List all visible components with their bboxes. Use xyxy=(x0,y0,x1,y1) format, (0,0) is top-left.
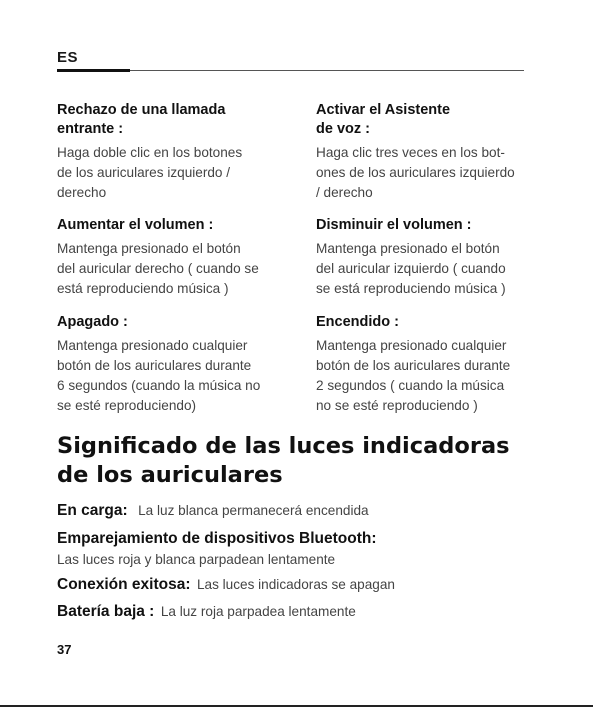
section-title: Encendido : xyxy=(316,314,399,330)
page-number: 37 xyxy=(57,642,72,657)
section-text: Mantenga presionado el botón del auricular izquierdo ( cuando se está reproduciendo música ) xyxy=(316,241,506,296)
section-title: Rechazo de una llamada entrante : xyxy=(57,102,226,137)
indicator-lights-heading: Significado de las luces indicadoras de los auriculares xyxy=(57,433,510,488)
section-text: Haga doble clic en los botones de los auriculares izquierdo / derecho xyxy=(57,145,243,200)
section-title: Aumentar el volumen : xyxy=(57,217,214,233)
indicator-label: Emparejamiento de dispositivos Bluetooth: xyxy=(57,530,377,547)
voice-assistant-section xyxy=(316,101,531,203)
power-on-section xyxy=(316,313,531,416)
section-text: Mantenga presionado cualquier botón de los auriculares durante 6 segundos (cuando la música no se esté reproduciendo) xyxy=(57,338,261,413)
indicator-item-connected xyxy=(57,576,395,594)
section-text: Haga clic tres veces en los bot- ones de los auriculares izquierdo / derecho xyxy=(316,145,515,200)
indicator-text: Las luces roja y blanca parpadean lentamente xyxy=(57,552,336,567)
indicator-label: Batería baja : xyxy=(57,603,155,620)
reject-call-section xyxy=(57,101,272,203)
section-text: Mantenga presionado el botón del auricular derecho ( cuando se está reproduciendo música ) xyxy=(57,241,259,296)
indicator-item-charging xyxy=(57,502,369,520)
header-rule-accent xyxy=(57,69,130,72)
indicator-item-pairing xyxy=(57,530,377,567)
section-text: Mantenga presionado cualquier botón de los auriculares durante 2 segundos ( cuando la música no se esté reproduciendo ) xyxy=(316,338,511,413)
section-title: Disminuir el volumen : xyxy=(316,217,472,233)
indicator-item-low-battery xyxy=(57,603,356,621)
language-label: ES xyxy=(57,49,79,66)
indicator-text: La luz blanca permanecerá encendida xyxy=(138,503,369,518)
volume-up-section xyxy=(57,216,272,299)
volume-down-section xyxy=(316,216,531,299)
indicator-text: La luz roja parpadea lentamente xyxy=(160,604,356,619)
power-off-section xyxy=(57,313,272,416)
section-title: Activar el Asistente de voz : xyxy=(316,102,451,137)
indicator-text: Las luces indicadoras se apagan xyxy=(196,577,395,592)
indicator-label: Conexión exitosa: xyxy=(57,576,191,593)
section-title: Apagado : xyxy=(57,314,128,330)
indicator-label: En carga: xyxy=(57,502,128,519)
